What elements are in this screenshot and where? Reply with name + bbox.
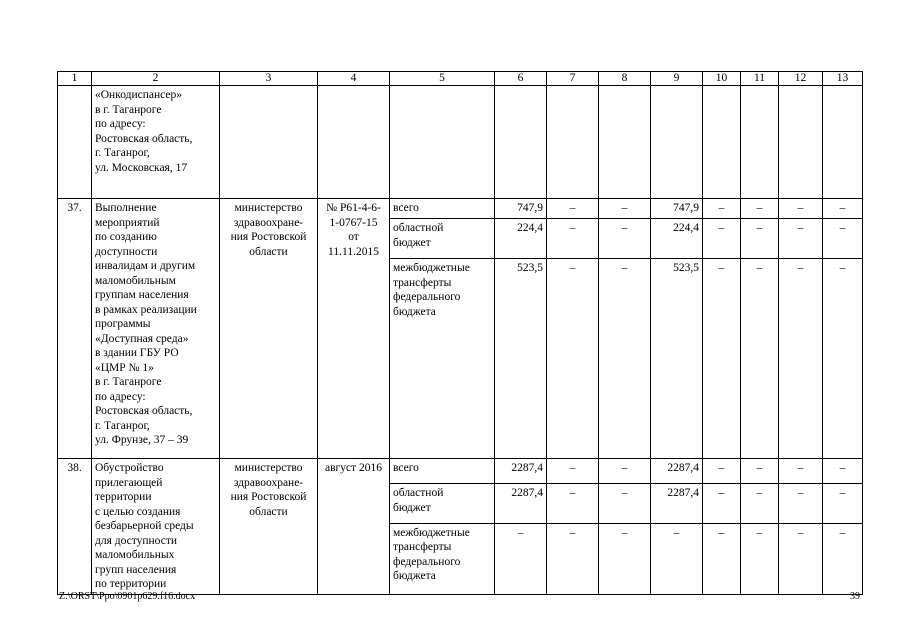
header-cell: 4	[318, 72, 390, 86]
object-name-line: г. Таганрог,	[95, 419, 150, 432]
amount-cell-6: –	[495, 523, 547, 594]
document-line: № Р61-4-6-	[326, 202, 381, 214]
amount-cell-10: –	[703, 259, 741, 459]
object-name-cell	[92, 199, 220, 459]
funding-source-line: бюджета	[393, 570, 436, 583]
amount-cell-7: –	[547, 484, 599, 524]
object-name-line: Выполнение	[95, 202, 157, 214]
amount-cell-9: –	[651, 523, 703, 594]
customer-cell	[220, 459, 318, 595]
object-name-cell	[92, 459, 220, 595]
amount-cell-7: –	[547, 219, 599, 259]
customer-line: министерство	[234, 462, 303, 474]
object-name-line: по территории	[95, 578, 167, 590]
amount-cell-11: –	[741, 523, 779, 594]
name-line: «Онкодиспансер»	[95, 89, 183, 101]
customer-line: ния Ростовской	[230, 231, 307, 243]
customer-line: области	[249, 505, 288, 518]
amount-cell-11: –	[741, 459, 779, 484]
customer-line: министерство	[234, 202, 303, 214]
amount-cell-8: –	[599, 219, 651, 259]
document-line: 1-0767-15	[329, 216, 378, 229]
object-name-line: по адресу:	[95, 390, 146, 403]
amount-cell-6: 523,5	[495, 259, 547, 459]
amount-cell-12: –	[779, 259, 823, 459]
amount-cell-13: –	[823, 219, 863, 259]
header-cell: 3	[220, 72, 318, 86]
amount-cell-6: 224,4	[495, 219, 547, 259]
amount-cell-13: –	[823, 484, 863, 524]
amount-cell-7: –	[547, 259, 599, 459]
no-cell	[58, 86, 92, 199]
amount-cell-7: –	[547, 523, 599, 594]
object-name-line: доступности	[95, 245, 158, 258]
amount-cell-8: –	[599, 259, 651, 459]
object-name-line: территории	[95, 491, 152, 503]
amount-cell-12: –	[779, 484, 823, 524]
funding-source-line: бюджета	[393, 305, 436, 318]
funding-source-line: трансферты	[393, 541, 452, 554]
object-name-line: групп населения	[95, 563, 177, 576]
header-cell: 12	[779, 72, 823, 86]
amount-cell-11: –	[741, 219, 779, 259]
funding-source-line: всего	[393, 462, 419, 474]
page-number: 39	[850, 591, 860, 602]
funding-source-cell	[390, 523, 495, 594]
file-path: Z:\ORST\Ppo\0901p629.f16.docx	[59, 591, 196, 602]
funding-source-line: бюджет	[393, 501, 431, 514]
customer-line: ния Ростовской	[230, 491, 307, 503]
header-cell: 2	[92, 72, 220, 86]
amount-cell-9: 224,4	[651, 219, 703, 259]
row-number-cell: 38.	[58, 459, 92, 595]
amount-cell-9: 523,5	[651, 259, 703, 459]
name-line: в г. Таганроге	[95, 103, 162, 116]
object-name-line: в здании ГБУ РО	[95, 347, 179, 359]
object-name-line: инвалидам и другим	[95, 260, 196, 272]
document-line: от	[348, 231, 359, 243]
amount-cell-6: 747,9	[495, 199, 547, 219]
document-line: август 2016	[324, 462, 382, 474]
name-line: г. Таганрог,	[95, 147, 150, 159]
object-name-line: в рамках реализации	[95, 303, 197, 316]
object-name-line: для доступности	[95, 534, 177, 547]
header-cell: 9	[651, 72, 703, 86]
amount-cell-11: –	[741, 199, 779, 219]
funding-source-line: областной	[393, 487, 444, 499]
header-cell: 10	[703, 72, 741, 86]
object-name-line: безбарьерной среды	[95, 520, 194, 532]
funding-source-cell	[390, 484, 495, 524]
amount-cell-11: –	[741, 484, 779, 524]
funding-source-line: федерального	[393, 555, 461, 568]
funding-source-line: межбюджетные	[393, 262, 470, 274]
customer-line: здравоохране-	[233, 476, 304, 489]
document-line: 11.11.2015	[328, 245, 379, 258]
customer-line: здравоохране-	[233, 216, 304, 229]
object-name-line: ул. Фрунзе, 37 – 39	[95, 434, 189, 446]
program-table	[57, 71, 863, 595]
funding-source-cell	[390, 459, 495, 484]
amount-cell-6: 2287,4	[495, 484, 547, 524]
amount-cell-13: –	[823, 259, 863, 459]
amount-cell-9: 2287,4	[651, 459, 703, 484]
funding-source-line: областной	[393, 222, 444, 234]
object-name-line: «ЦМР № 1»	[95, 361, 154, 374]
name-line: Ростовская область,	[95, 132, 193, 145]
table-row	[58, 199, 863, 219]
amount-cell-8: –	[599, 523, 651, 594]
amount-cell-10: –	[703, 523, 741, 594]
row-number-cell: 37.	[58, 199, 92, 459]
object-name-line: в г. Таганроге	[95, 376, 162, 388]
header-row	[58, 72, 863, 86]
funding-source-line: федерального	[393, 291, 461, 303]
customer-line: области	[249, 245, 288, 258]
amount-cell-13: –	[823, 523, 863, 594]
object-name-line: Ростовская область,	[95, 405, 193, 417]
amount-cell-12: –	[779, 459, 823, 484]
amount-cell-12: –	[779, 219, 823, 259]
amount-cell-10: –	[703, 219, 741, 259]
object-name-line: с целью создания	[95, 505, 181, 518]
amount-cell-6: 2287,4	[495, 459, 547, 484]
amount-cell-10: –	[703, 199, 741, 219]
customer-cell	[220, 199, 318, 459]
header-cell: 13	[823, 72, 863, 86]
object-name-line: по созданию	[95, 231, 157, 243]
object-name-line: группам населения	[95, 289, 189, 301]
header-cell: 11	[741, 72, 779, 86]
amount-cell-9: 2287,4	[651, 484, 703, 524]
funding-source-line: трансферты	[393, 276, 452, 289]
document-cell	[318, 199, 390, 459]
header-cell: 7	[547, 72, 599, 86]
object-name-cell	[92, 86, 220, 199]
amount-cell-8: –	[599, 459, 651, 484]
funding-source-cell	[390, 219, 495, 259]
funding-source-line: межбюджетные	[393, 526, 470, 539]
object-name-line: маломобильным	[95, 274, 176, 287]
object-name-line: маломобильных	[95, 549, 175, 561]
header-cell: 1	[58, 72, 92, 86]
amount-cell-7: –	[547, 459, 599, 484]
funding-source-cell	[390, 199, 495, 219]
object-name-line: Обустройство	[95, 462, 164, 474]
header-cell: 6	[495, 72, 547, 86]
object-name-line: «Доступная среда»	[95, 332, 189, 345]
amount-cell-10: –	[703, 459, 741, 484]
amount-cell-12: –	[779, 199, 823, 219]
amount-cell-13: –	[823, 459, 863, 484]
amount-cell-11: –	[741, 259, 779, 459]
object-name-line: прилегающей	[95, 476, 163, 489]
name-line: по адресу:	[95, 118, 146, 130]
continuation-row	[58, 86, 863, 199]
amount-cell-8: –	[599, 484, 651, 524]
table-row	[58, 459, 863, 484]
header-cell: 5	[390, 72, 495, 86]
amount-cell-7: –	[547, 199, 599, 219]
object-name-line: мероприятий	[95, 216, 160, 229]
funding-source-cell	[390, 259, 495, 459]
name-line: ул. Московская, 17	[95, 161, 188, 174]
object-name-line: программы	[95, 318, 151, 330]
amount-cell-12: –	[779, 523, 823, 594]
funding-source-line: бюджет	[393, 236, 431, 249]
document-cell	[318, 459, 390, 595]
funding-source-line: всего	[393, 202, 419, 214]
amount-cell-9: 747,9	[651, 199, 703, 219]
amount-cell-8: –	[599, 199, 651, 219]
header-cell: 8	[599, 72, 651, 86]
amount-cell-13: –	[823, 199, 863, 219]
amount-cell-10: –	[703, 484, 741, 524]
